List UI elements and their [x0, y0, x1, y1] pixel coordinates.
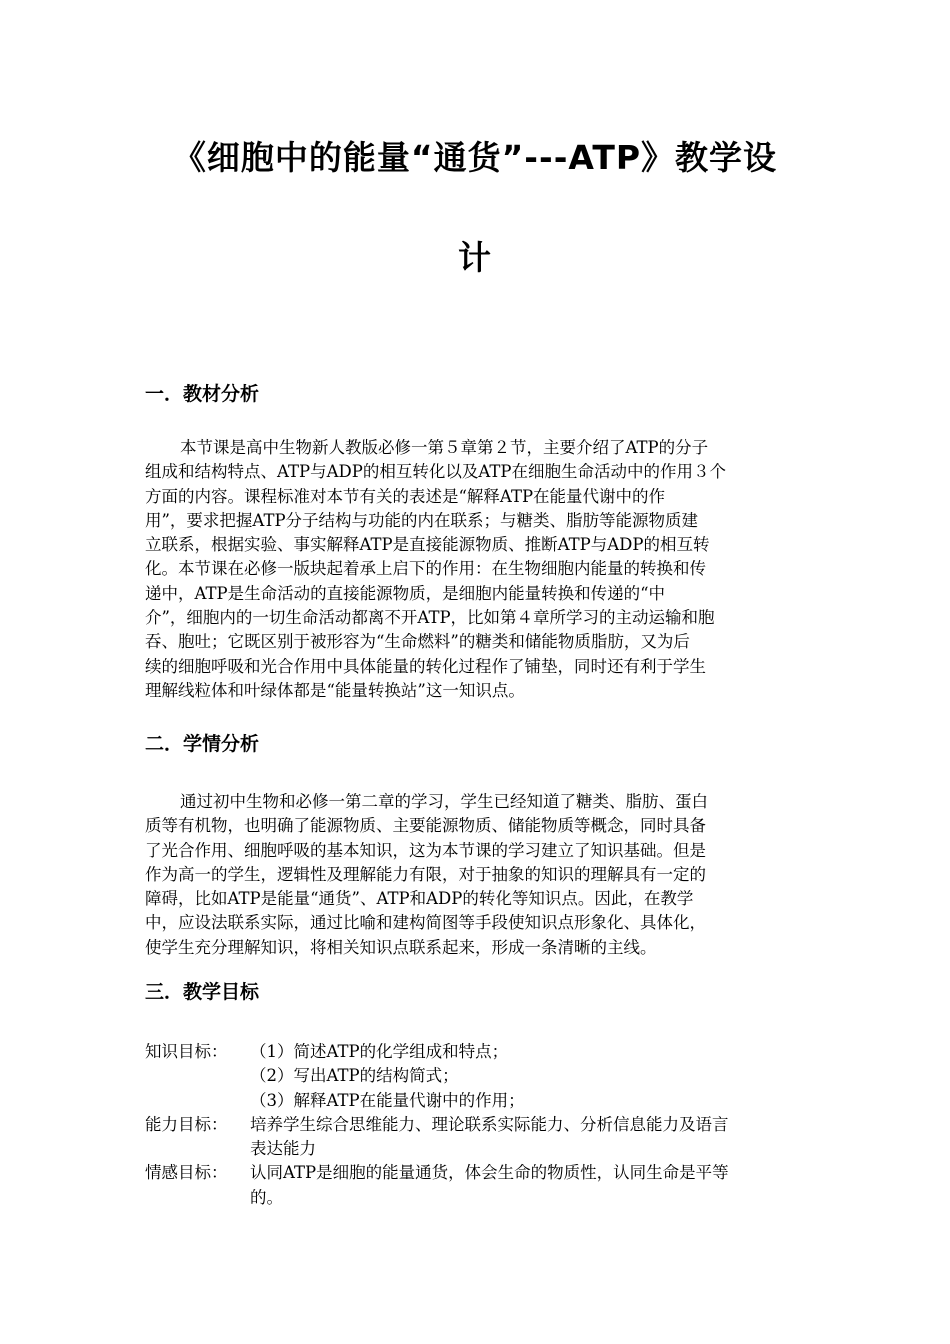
paragraph-line: 中，应设法联系实际，通过比喻和建构简图等手段使知识点形象化、具体化，	[145, 913, 706, 933]
goal-line: 表达能力	[250, 1139, 316, 1159]
goal-text	[250, 1113, 810, 1162]
paragraph-student-analysis	[145, 790, 810, 960]
goal-label: 情感目标：	[145, 1163, 228, 1183]
document-title-line-2: 计	[458, 238, 492, 277]
goal-text	[250, 1161, 810, 1210]
document-title-line-1: 《细胞中的能量“通货”---ATP》教学设	[172, 138, 778, 177]
section-heading-student-analysis: 二．学情分析	[145, 733, 260, 755]
goal-item: （1）简述ATP的化学组成和特点；	[250, 1042, 509, 1061]
goal-item: （2）写出ATP的结构简式；	[250, 1066, 459, 1086]
paragraph-line: 用”，要求把握ATP分子结构与功能的内在联系；与糖类、脂肪等能源物质建	[145, 510, 699, 530]
paragraph-line: 障碍，比如ATP是能量“通货”、ATP和ADP的转化等知识点。因此，在教学	[145, 889, 694, 909]
paragraph-line: 本节课是高中生物新人教版必修一第５章第２节，主要介绍了ATP的分子	[180, 438, 709, 457]
goal-row-ability	[145, 1113, 810, 1162]
paragraph-line: 立联系，根据实验、事实解释ATP是直接能源物质、推断ATP与ADP的相互转	[145, 535, 710, 555]
goal-text	[250, 1040, 810, 1113]
goal-row-knowledge	[145, 1040, 810, 1113]
paragraph-textbook-analysis	[145, 436, 810, 703]
goal-line: 的。	[250, 1187, 283, 1207]
paragraph-line: 化。本节课在必修一版块起着承上启下的作用：在生物细胞内能量的转换和传	[145, 559, 706, 579]
section-heading-textbook-analysis: 一．教材分析	[145, 383, 260, 405]
goal-line: 认同ATP是细胞的能量通货，体会生命的物质性，认同生命是平等	[250, 1163, 729, 1183]
paragraph-line: 方面的内容。课程标准对本节有关的表述是“解释ATP在能量代谢中的作	[145, 486, 666, 506]
paragraph-line: 作为高一的学生，逻辑性及理解能力有限，对于抽象的知识的理解具有一定的	[145, 864, 706, 884]
paragraph-line: 质等有机物，也明确了能源物质、主要能源物质、储能物质等概念，同时具备	[145, 816, 706, 836]
section-heading-teaching-goals: 三．教学目标	[145, 981, 260, 1003]
goal-label: 知识目标：	[145, 1042, 228, 1061]
paragraph-line: 吞、胞吐；它既区别于被形容为“生命燃料”的糖类和储能物质脂肪，又为后	[145, 632, 690, 652]
paragraph-line: 组成和结构特点、ATP与ADP的相互转化以及ATP在细胞生命活动中的作用３个	[145, 462, 726, 482]
goal-row-emotion	[145, 1161, 810, 1210]
paragraph-line: 递中，ATP是生命活动的直接能源物质，是细胞内能量转换和传递的“中	[145, 583, 666, 603]
paragraph-line: 了光合作用、细胞呼吸的基本知识，这为本节课的学习建立了知识基础。但是	[145, 840, 706, 860]
goal-label: 能力目标：	[145, 1114, 228, 1134]
paragraph-line: 理解线粒体和叶绿体都是“能量转换站”这一知识点。	[145, 680, 525, 700]
paragraph-line: 续的细胞呼吸和光合作用中具体能量的转化过程作了铺垫，同时还有利于学生	[145, 656, 706, 676]
paragraph-line: 通过初中生物和必修一第二章的学习，学生已经知道了糖类、脂肪、蛋白	[180, 792, 708, 811]
goal-item: （3）解释ATP在能量代谢中的作用；	[250, 1090, 525, 1110]
paragraph-line: 使学生充分理解知识，将相关知识点联系起来，形成一条清晰的主线。	[145, 937, 657, 957]
goal-line: 培养学生综合思维能力、理论联系实际能力、分析信息能力及语言	[250, 1114, 729, 1134]
paragraph-line: 介”，细胞内的一切生命活动都离不开ATP，比如第４章所学习的主动运输和胞	[145, 608, 715, 628]
teaching-goals-list	[145, 1040, 810, 1210]
